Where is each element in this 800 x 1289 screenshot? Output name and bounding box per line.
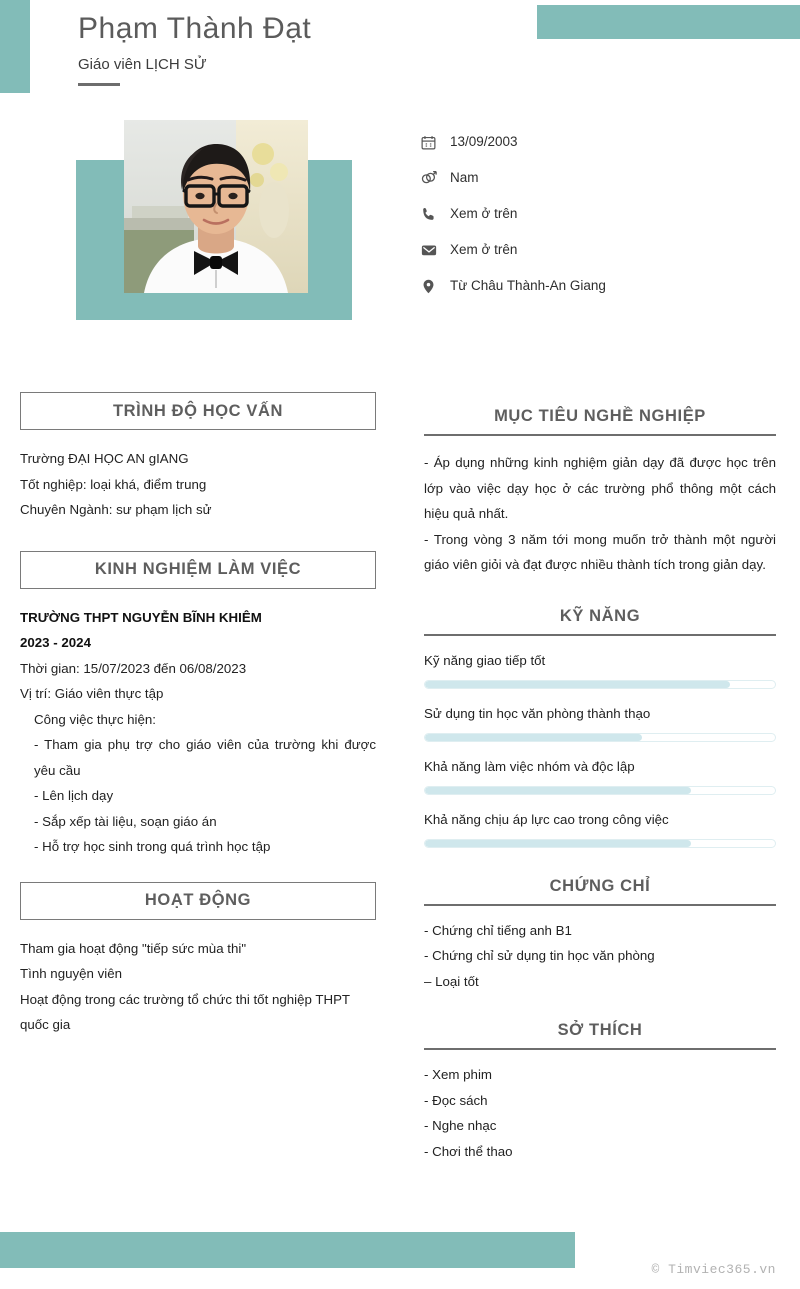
gender-icon [420,169,450,187]
decor-bar-top-right [537,5,800,39]
experience-position: Vị trí: Giáo viên thực tập [20,686,164,701]
experience-task: - Lên lịch dạy [34,788,114,803]
right-column [424,404,776,1164]
cv-header [78,8,508,86]
experience-task: - Hỗ trợ học sinh trong quá trình học tập [34,839,271,854]
objective-paragraph: - Trong vòng 3 năm tới mong muốn trở thành một người giáo viên giỏi và đạt được nhiều thành tích trong giản dạy. [424,531,776,572]
section-heading-certificates: CHỨNG CHỈ [549,876,651,895]
title-underline [78,83,120,86]
experience-body [20,605,376,860]
skill-label: Sử dụng tin học văn phòng thành thạo [424,705,651,721]
activities-body [20,936,376,1038]
skill-bar-fill [425,787,691,794]
hobby-line: - Đọc sách [424,1092,488,1108]
phone-icon [420,206,450,223]
section-certificates [424,874,776,906]
certificate-line: - Chứng chỉ sử dụng tin học văn phòng [424,948,655,963]
skill-item [424,756,776,795]
section-objective [424,404,776,436]
contact-value: Xem ở trên [450,242,518,257]
decor-bar-top-left [0,0,30,93]
calendar-icon [420,134,450,151]
contact-item-location [420,268,780,304]
activity-line: Tham gia hoạt động "tiếp sức mùa thi" [20,940,247,956]
section-heading-activities: HOẠT ĐỘNG [20,882,376,920]
left-column [20,392,376,1038]
contact-list [420,124,780,304]
certificate-line: – Loại tốt [424,973,479,989]
experience-task: - Tham gia phụ trợ cho giáo viên của trường khi được yêu cầu [34,737,376,778]
skill-item [424,809,776,848]
contact-item-birthdate [420,124,780,160]
location-icon [420,278,450,295]
skill-bar-fill [425,840,691,847]
section-heading-experience: KINH NGHIỆM LÀM VIỆC [20,551,376,589]
activity-line: Tình nguyện viên [20,966,123,981]
hobby-line: - Xem phim [424,1067,492,1082]
section-skills [424,604,776,636]
experience-period: 2023 - 2024 [20,635,91,650]
experience-company: TRƯỜNG THPT NGUYỄN BĨNH KHIÊM [20,609,262,625]
candidate-name: Phạm Thành Đạt [78,12,312,45]
decor-bar-footer [0,1232,575,1268]
hobby-line: - Chơi thể thao [424,1143,513,1159]
activity-line: Hoạt động trong các trường tổ chức thi tốt nghiệp THPT quốc gia [20,991,350,1032]
skill-bar-track [424,786,776,795]
certificate-line: - Chứng chỉ tiếng anh B1 [424,922,572,938]
contact-value: Xem ở trên [450,206,518,221]
heading-underline [424,634,776,636]
skill-bar-fill [425,734,642,741]
contact-item-email [420,232,780,268]
hobby-line: - Nghe nhạc [424,1118,497,1133]
section-heading-objective: MỤC TIÊU NGHỀ NGHIỆP [494,407,706,425]
experience-tasks-label: Công việc thực hiện: [34,711,156,727]
skill-bar-track [424,839,776,848]
contact-item-gender [420,160,780,196]
skill-bar-fill [425,681,730,688]
section-heading-hobbies: SỞ THÍCH [557,1021,643,1039]
skill-bar-track [424,680,776,689]
section-heading-skills: KỸ NĂNG [559,606,641,625]
experience-task: - Sắp xếp tài liệu, soạn giáo án [34,813,217,829]
skill-label: Khả năng chịu áp lực cao trong công việc [424,811,669,827]
skill-label: Kỹ năng giao tiếp tốt [424,652,546,668]
contact-item-phone [420,196,780,232]
contact-value: Nam [450,170,479,185]
section-heading-education: TRÌNH ĐỘ HỌC VẤN [20,392,376,430]
objective-paragraph: - Áp dụng những kinh nghiệm giản dạy đã được học trên lớp vào việc dạy học ở các trường phổ thông một cách hiệu quả nhất. [424,455,776,521]
candidate-photo [124,120,308,293]
education-body [20,446,376,523]
contact-value: Từ Châu Thành-An Giang [450,278,606,293]
contact-value: 13/09/2003 [450,134,518,149]
candidate-job-title: Giáo viên LỊCH SỬ [78,56,207,73]
skill-item [424,703,776,742]
email-icon [420,241,450,259]
education-line: Tốt nghiệp: loại khá, điểm trung [20,476,207,492]
education-line: Chuyên Ngành: sư phạm lịch sử [20,502,212,517]
skill-item [424,650,776,689]
education-line: Trường ĐẠI HỌC AN gIANG [20,451,189,466]
footer-credit: © Timviec365.vn [651,1262,776,1277]
experience-time: Thời gian: 15/07/2023 đến 06/08/2023 [20,660,247,676]
skill-label: Khả năng làm việc nhóm và độc lập [424,758,635,774]
section-hobbies [424,1018,776,1050]
skill-bar-track [424,733,776,742]
